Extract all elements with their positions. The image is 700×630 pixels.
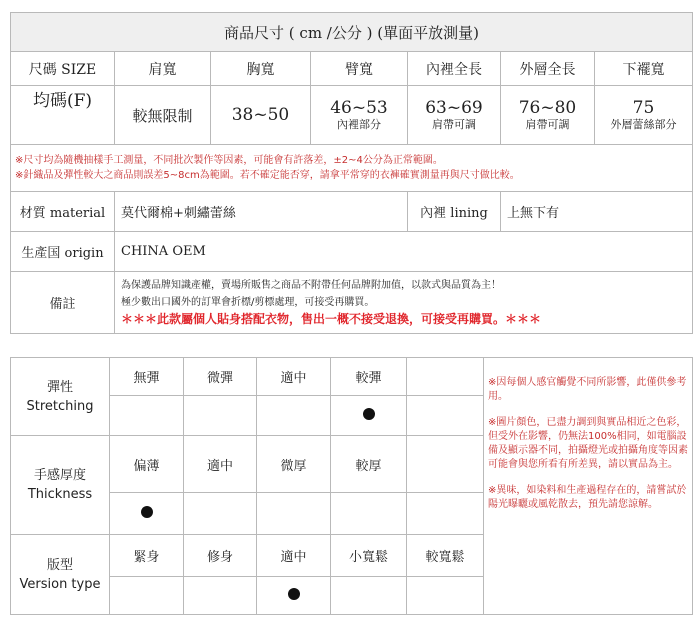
- thickness-label: 手感厚度 Thickness: [11, 436, 110, 535]
- header-arm: 臂寬: [311, 52, 408, 86]
- remark-line-1: 為保護品牌知識產權，賣場所販售之商品不附帶任何品牌附加值，以款式與品質為主！: [121, 280, 501, 291]
- stretch-option-3: 較彈: [331, 358, 407, 396]
- side-notes: [484, 358, 693, 615]
- remark-warning: ＊＊＊此款屬個人貼身搭配衣物，售出一概不接受退換，可接受再購買。＊＊＊: [121, 312, 542, 326]
- attributes-section: [10, 357, 692, 615]
- header-inner-length: 內裡全長: [408, 52, 501, 86]
- fit-option-1: 修身: [184, 535, 257, 577]
- outer-length-note: 肩帶可調: [525, 118, 570, 131]
- attributes-table: [10, 357, 693, 615]
- material-label: 材質 material: [11, 192, 115, 232]
- measurement-note-2: ※針織品及彈性較大之商品則誤差5~8cm為範圍。若不確定能否穿，請拿平常穿的衣褲確實測量再與尺寸做比較。: [15, 170, 520, 181]
- remark-line-2: 極少數出口國外的訂單會折標/剪標處理，可接受再購買。: [121, 297, 375, 308]
- size-info-section: [10, 12, 692, 334]
- measurement-note-1: ※尺寸均為隨機抽樣手工測量，不同批次製作等因素，可能會有許落差，±2~4公分為正常範圍。: [15, 155, 443, 166]
- fit-selected-dot: [288, 588, 300, 600]
- measurement-notes: [11, 145, 693, 192]
- thickness-option-3: 較厚: [331, 436, 407, 493]
- inner-length-value: 63~69 肩帶可調: [408, 86, 501, 145]
- header-outer-length: 外層全長: [501, 52, 595, 86]
- header-size: 尺碼 SIZE: [11, 52, 115, 86]
- size-table: [10, 12, 693, 334]
- remark-content: [115, 272, 693, 334]
- outer-length-value: 76~80 肩帶可調: [501, 86, 595, 145]
- fit-option-0: 緊身: [110, 535, 184, 577]
- stretch-selected-dot: [363, 408, 375, 420]
- material-value: 莫代爾棉+刺繡蕾絲: [115, 192, 408, 232]
- inner-length-note: 肩帶可調: [432, 118, 476, 131]
- remark-label: 備註: [11, 272, 115, 334]
- size-table-title: 商品尺寸 ( cm /公分 ) (單面平放測量): [11, 13, 693, 52]
- fit-label: 版型 Version type: [11, 535, 110, 615]
- side-note-1: ※因每個人感官觸覺不同所影響，此僅供參考用。: [488, 377, 687, 402]
- chest-value: 38~50: [211, 86, 311, 145]
- thickness-option-2: 微厚: [257, 436, 331, 493]
- lining-label: 內裡 lining: [408, 192, 501, 232]
- arm-value: 46~53 內裡部分: [311, 86, 408, 145]
- size-value: 均碼(F): [11, 86, 115, 145]
- thickness-option-1: 適中: [184, 436, 257, 493]
- shoulder-value: 較無限制: [115, 86, 211, 145]
- origin-label: 生產国 origin: [11, 232, 115, 272]
- header-hem: 下襬寬: [595, 52, 693, 86]
- side-note-2: ※圖片顏色，已盡力調到與實品相近之色彩，但受外在影響，仍無法100%相同，如電腦設備及顯示器不同，拍攝燈光或拍攝角度等因素可能會與您所看有所差異，請以實品為主。: [488, 417, 688, 470]
- header-chest: 胸寬: [211, 52, 311, 86]
- header-shoulder: 肩寬: [115, 52, 211, 86]
- fit-option-4: 較寬鬆: [407, 535, 484, 577]
- side-note-3: ※異味，如染料和生產過程存在的，請嘗試於陽光曝曬或風乾散去，預先請您諒解。: [488, 485, 687, 510]
- hem-value: 75 外層蕾絲部分: [595, 86, 693, 145]
- stretch-option-1: 微彈: [184, 358, 257, 396]
- stretch-label: 彈性 Stretching: [11, 358, 110, 436]
- thickness-option-0: 偏薄: [110, 436, 184, 493]
- thickness-selected-dot: [141, 506, 153, 518]
- fit-option-3: 小寬鬆: [331, 535, 407, 577]
- stretch-option-2: 適中: [257, 358, 331, 396]
- arm-note: 內裡部分: [337, 118, 381, 131]
- hem-note: 外層蕾絲部分: [610, 118, 677, 131]
- lining-value: 上無下有: [501, 192, 693, 232]
- fit-option-2: 適中: [257, 535, 331, 577]
- stretch-option-0: 無彈: [110, 358, 184, 396]
- origin-value: CHINA OEM: [115, 232, 693, 272]
